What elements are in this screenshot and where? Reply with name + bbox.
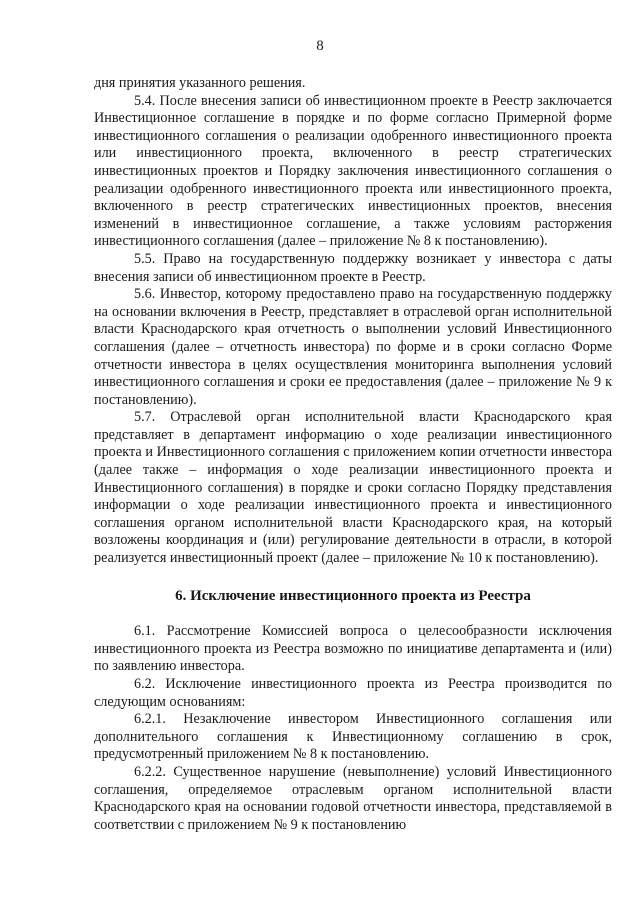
- paragraph-6-2-2: 6.2.2. Существенное нарушение (невыполнение) условий Инвестиционного соглашения, определяемое отраслевым органом исполнительной власти Краснодарского края на основании годовой отчетности инвестора, представляемой в соответствии с приложением № 9 к постановлению: [94, 763, 612, 833]
- page-number: 8: [316, 38, 324, 54]
- paragraph-6-2: 6.2. Исключение инвестиционного проекта из Реестра производится по следующим основаниям:: [94, 676, 612, 710]
- paragraph-5-6: 5.6. Инвестор, которому предоставлено право на государственную поддержку на основании включения в Реестр, представляет в отраслевой орган исполнительной власти Краснодарского края отчетность о выполнении условий Инвестиционного соглашения (далее – отчетность инвестора) по форме и в сроки согласно Форме отчетности инвестора в целях осуществления мониторинга выполнения условий инвестиционного соглашения и сроки ее предоставления (далее – приложение № 9 к постановлению).: [94, 286, 612, 408]
- paragraph-5-5: 5.5. Право на государственную поддержку возникает у инвестора с даты внесения записи об инвестиционном проекте в Реестр.: [94, 250, 612, 285]
- paragraph-6-1: 6.1. Рассмотрение Комиссией вопроса о целесообразности исключения инвестиционного проекта из Реестра возможно по инициативе департамента и (или) по заявлению инвестора.: [94, 623, 612, 675]
- paragraph-5-7: 5.7. Отраслевой орган исполнительной власти Краснодарского края представляет в департамент информацию о ходе реализации инвестиционного проекта и Инвестиционного соглашения с приложением копии отчетности инвестора (далее также – информация о ходе реализации инвестиционного проекта и Инвестиционного соглашения) в порядке и сроки согласно Порядку представления информации о ходе реализации инвестиционного проекта и инвестиционного соглашения органом исполнительной власти Краснодарского края, на который возложены координация и (или) регулирование деятельности в отрасли, в которой реализуется инвестиционный проект (далее – приложение № 10 к постановлению).: [94, 409, 612, 567]
- paragraph-5-4: 5.4. После внесения записи об инвестиционном проекте в Реестр заключается Инвестиционное соглашение в порядке и по форме согласно Примерной форме инвестиционного соглашения о реализации одобренного инвестиционного проекта или инвестиционного проекта, включенного в реестр стратегических инвестиционных проектов и Порядку заключения инвестиционного соглашения о реализации одобренного инвестиционного проекта или инвестиционного проекта, включенного в реестр стратегических инвестиционных проектов, внесения изменений в инвестиционное соглашение, а также условиям расторжения инвестиционного соглашения (далее – приложение № 8 к постановлению).: [94, 92, 612, 250]
- paragraph-continuation: дня принятия указанного решения.: [94, 75, 306, 91]
- paragraph-6-2-1: 6.2.1. Незаключение инвестором Инвестиционного соглашения или дополнительного соглашения к Инвестиционному соглашению в срок, предусмотренный приложением № 8 к постановлению.: [94, 711, 612, 763]
- document-body: [94, 75, 612, 834]
- section-heading: 6. Исключение инвестиционного проекта из Реестра: [175, 587, 531, 604]
